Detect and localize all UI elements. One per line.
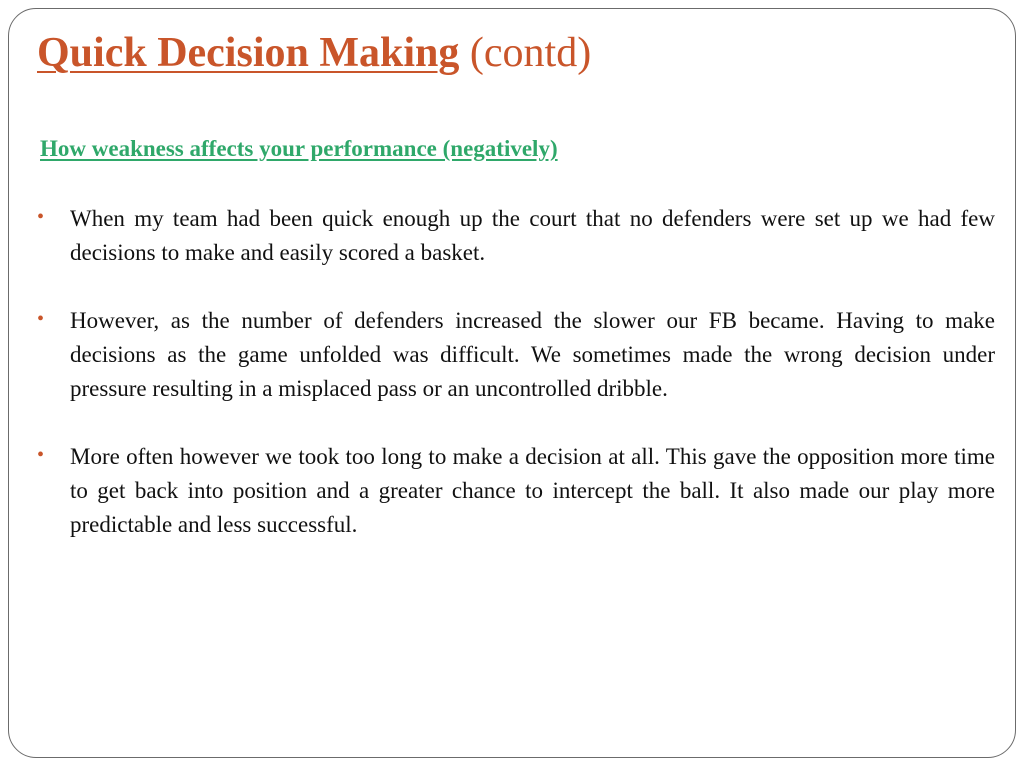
bullet-icon: • xyxy=(37,444,45,466)
slide-frame xyxy=(8,8,1016,758)
bullet-item xyxy=(37,202,995,270)
bullet-icon: • xyxy=(37,308,45,330)
bullet-item xyxy=(37,304,995,406)
bullet-list xyxy=(37,202,995,576)
section-subheading: How weakness affects your performance (negatively) xyxy=(40,136,558,161)
bullet-text: More often however we took too long to make a decision at all. This gave the opposition more time to get back into position and a greater chance to intercept the ball. It also made our play more predictable and less successful. xyxy=(70,444,995,537)
bullet-text: However, as the number of defenders increased the slower our FB became. Having to make decisions as the game unfolded was difficult. We sometimes made the wrong decision under pressure resulting in a misplaced pass or an uncontrolled dribble. xyxy=(70,308,995,401)
bullet-text: When my team had been quick enough up the court that no defenders were set up we had few decisions to make and easily scored a basket. xyxy=(70,206,995,265)
title-main: Quick Decision Making xyxy=(37,30,460,76)
bullet-item xyxy=(37,440,995,542)
bullet-icon: • xyxy=(37,206,45,228)
title-sub: (contd) xyxy=(469,30,592,76)
slide-title xyxy=(37,27,591,79)
